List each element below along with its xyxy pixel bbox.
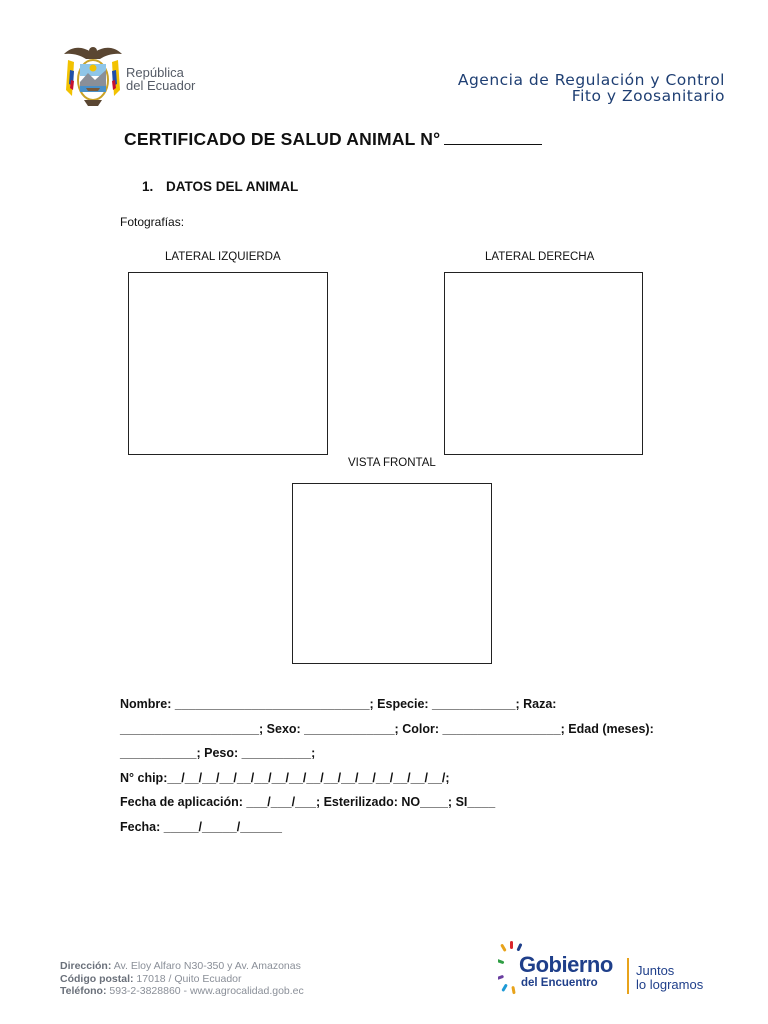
caption-right-lateral: LATERAL DERECHA [485,251,595,263]
footer-phone-value: 593-2-3828860 - www.agrocalidad.gob.ec [109,985,304,997]
section-number: 1. [142,179,154,194]
field-line-application-sterilized[interactable]: Fecha de aplicación: ___/___/___; Esterilizado: NO____; SI____ [120,795,496,809]
footer-address-value: Av. Eloy Alfaro N30-350 y Av. Amazonas [113,960,301,972]
footer-address [60,960,304,973]
section-heading [142,179,298,194]
gobierno-slogan-line2: lo logramos [636,977,704,992]
footer-postal-value: 17018 / Quito Ecuador [136,972,242,985]
agency-name [458,72,725,104]
coat-of-arms-icon [62,40,124,110]
section-label: DATOS DEL ANIMAL [166,179,299,194]
field-line-date[interactable]: Fecha: _____/_____/______ [120,819,282,834]
agency-name-line2: Fito y Zoosanitario [571,87,725,105]
country-name [126,66,195,92]
country-name-line1: República [126,65,184,80]
country-name-line2: del Ecuador [126,78,196,93]
animal-data-fields [120,692,660,839]
footer-address-label: Dirección: [60,960,112,972]
document-title [124,129,542,150]
agency-name-line1: Agencia de Regulación y Control [457,71,725,89]
gobierno-slogan-line1: Juntos [636,963,675,978]
document-title-text: CERTIFICADO DE SALUD ANIMAL N° [124,129,441,149]
footer-phone [60,985,304,998]
photos-label: Fotografías: [120,215,185,229]
field-line-weight[interactable]: ___________; Peso: __________; [120,746,316,760]
footer-postal [60,973,304,986]
certificate-number-field[interactable] [444,129,542,145]
field-line-sex-color-age[interactable]: ____________________; Sexo: _____________; Color: _________________; Edad (meses): [120,721,654,736]
caption-front-view: VISTA FRONTAL [348,457,436,469]
footer-contact [60,960,304,998]
caption-left-lateral: LATERAL IZQUIERDA [165,251,281,263]
gobierno-logo-main: Gobierno [519,952,613,977]
photo-box-right-lateral[interactable] [444,272,643,455]
gobierno-logo-sub: del Encuentro [521,977,598,989]
footer-postal-label: Código postal: [60,972,134,985]
photo-box-left-lateral[interactable] [128,272,328,455]
photo-box-front-view[interactable] [292,483,492,664]
field-line-chip[interactable]: N° chip:__/__/__/__/__/__/__/__/__/__/__/__/__/__/__/__/; [120,770,450,785]
gobierno-slogan [636,964,703,992]
footer-phone-label: Teléfono: [60,985,107,997]
gobierno-separator [627,958,629,994]
field-line-name-species-breed[interactable]: Nombre: ____________________________; Especie: ____________; Raza: [120,697,557,711]
